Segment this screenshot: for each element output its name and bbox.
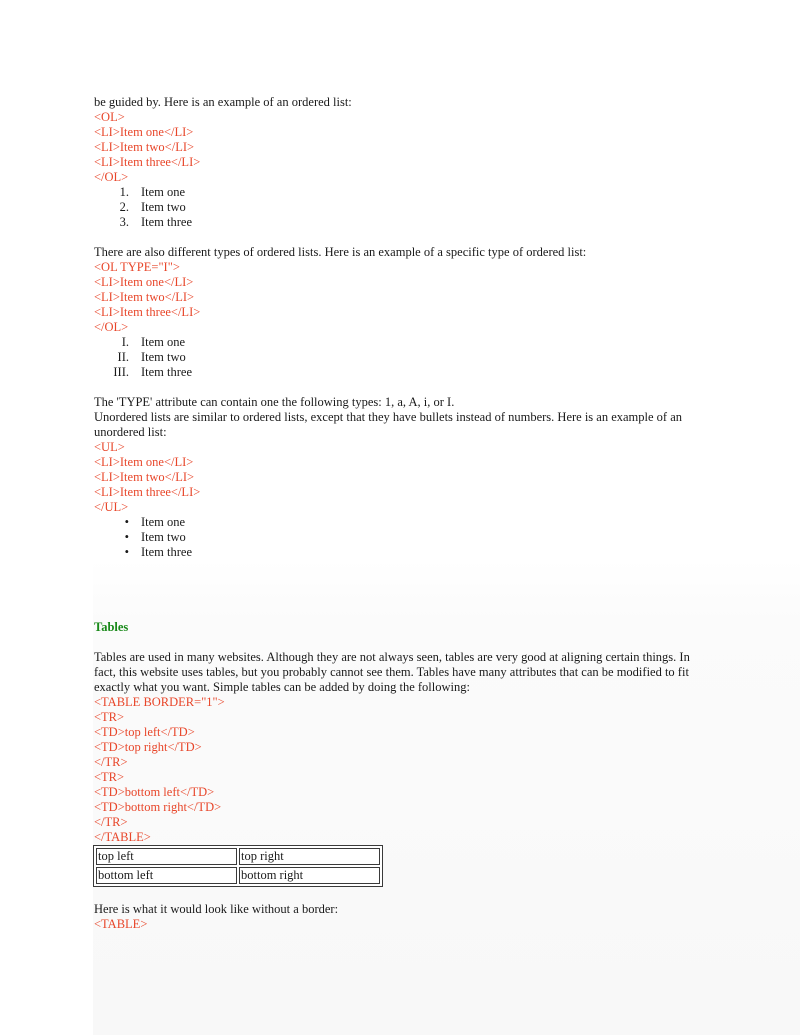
list-item [94, 215, 704, 230]
list-item [94, 530, 704, 545]
ul-code-block [94, 440, 704, 515]
table-cell: bottom left [96, 867, 237, 884]
ol-type-code-block [94, 260, 704, 335]
type-attribute-text: The 'TYPE' attribute can contain one the following types: 1, a, A, i, or I. [94, 395, 455, 409]
code-line: <UL> [94, 440, 125, 454]
code-line: <TD>top left</TD> [94, 725, 195, 739]
code-line: <LI>Item three</LI> [94, 305, 201, 319]
list-item [94, 350, 704, 365]
intro-line: be guided by. Here is an example of an ordered list: [94, 95, 352, 109]
list-item-label: Item three [141, 215, 193, 229]
list-item [94, 545, 704, 560]
code-line: </TABLE> [94, 830, 151, 844]
code-line: <TD>bottom left</TD> [94, 785, 215, 799]
code-line: </OL> [94, 170, 129, 184]
list-item-label: Item three [141, 545, 193, 559]
code-line: </OL> [94, 320, 129, 334]
table-cell: top left [96, 848, 237, 865]
list-item [94, 365, 704, 380]
list-item-label: Item one [141, 515, 186, 529]
table-cell: bottom right [239, 867, 380, 884]
list-marker: 3. [119, 215, 129, 229]
list-marker: II. [117, 350, 129, 364]
code-line: <OL> [94, 110, 125, 124]
list-item-label: Item one [141, 335, 186, 349]
code-line: <LI>Item three</LI> [94, 485, 201, 499]
list-item [94, 185, 704, 200]
code-line: <TR> [94, 770, 125, 784]
tables-paragraph: Tables are used in many websites. Although they are not always seen, tables are very good at aligning certain things. In fact, this website uses tables, but you probably cannot see them. Tables have many attributes that can be modified to fit exactly what you want. Simple tables can be added by doing the following: [94, 650, 690, 694]
bullet-marker: • [124, 530, 129, 544]
bullet-marker: • [124, 515, 129, 529]
ordered-list-example [94, 185, 704, 230]
list-marker: 1. [119, 185, 129, 199]
code-line: <LI>Item two</LI> [94, 140, 195, 154]
code-line: </TR> [94, 815, 128, 829]
code-line: <LI>Item two</LI> [94, 290, 195, 304]
list-item-label: Item two [141, 350, 186, 364]
unordered-intro: Unordered lists are similar to ordered lists, except that they have bullets instead of numbers. Here is an example of an unordered list: [94, 410, 683, 439]
unordered-list-example [94, 515, 704, 560]
list-marker: 2. [119, 200, 129, 214]
list-marker: I. [121, 335, 129, 349]
code-line: <LI>Item one</LI> [94, 275, 194, 289]
code-line: </UL> [94, 500, 129, 514]
list-item-label: Item three [141, 365, 193, 379]
list-item [94, 515, 704, 530]
table-row [96, 848, 380, 865]
code-line: </TR> [94, 755, 128, 769]
bordered-table-example [93, 845, 383, 887]
list-item-label: Item one [141, 185, 186, 199]
code-line: <LI>Item three</LI> [94, 155, 201, 169]
list-marker: III. [113, 365, 129, 379]
code-line: <LI>Item one</LI> [94, 455, 194, 469]
list-item-label: Item two [141, 530, 186, 544]
code-line: <TD>bottom right</TD> [94, 800, 222, 814]
code-line: <TR> [94, 710, 125, 724]
code-line: <TABLE BORDER="1"> [94, 695, 225, 709]
code-line: <TD>top right</TD> [94, 740, 202, 754]
list-item [94, 200, 704, 215]
code-line: <TABLE> [94, 917, 148, 931]
list-item [94, 335, 704, 350]
table-cell: top right [239, 848, 380, 865]
tables-heading: Tables [94, 620, 129, 634]
table-code-block [94, 695, 704, 845]
roman-list-example [94, 335, 704, 380]
without-border-text: Here is what it would look like without a border: [94, 902, 339, 916]
code-line: <LI>Item one</LI> [94, 125, 194, 139]
types-intro: There are also different types of ordered lists. Here is an example of a specific type of ordered list: [94, 245, 587, 259]
table-row [96, 867, 380, 884]
document-body [94, 95, 704, 932]
ol-code-block [94, 110, 704, 185]
list-item-label: Item two [141, 200, 186, 214]
code-line: <LI>Item two</LI> [94, 470, 195, 484]
bullet-marker: • [124, 545, 129, 559]
code-line: <OL TYPE="I"> [94, 260, 180, 274]
